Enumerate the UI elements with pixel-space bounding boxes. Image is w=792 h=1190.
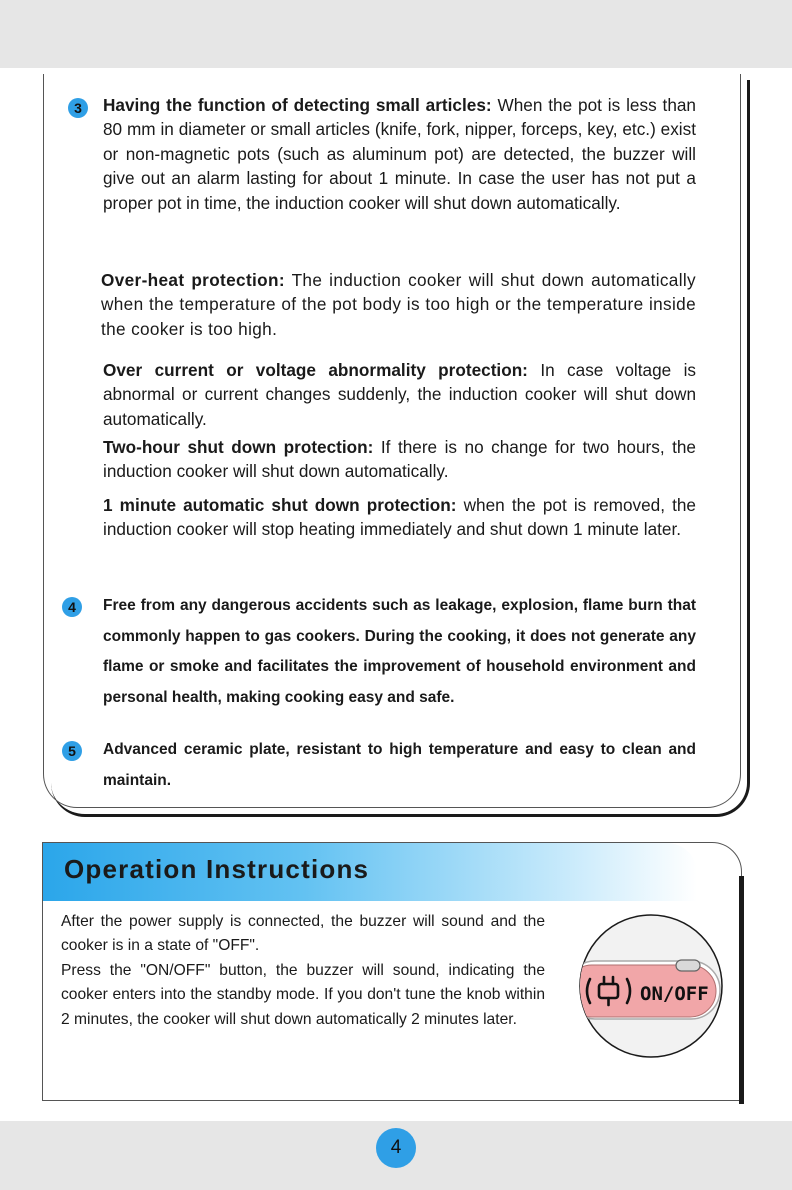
feature-two-hour-text: If there is no change for two hours, the induction cooker will shut down automatically. xyxy=(103,437,696,482)
page-number: 4 xyxy=(376,1128,416,1168)
feature-one-minute-text: when the pot is removed, the induction cooker will stop heating immediately and shut down 1 minute later. xyxy=(103,495,696,540)
feature-one-minute-title: 1 minute automatic shut down protection: xyxy=(103,495,457,515)
top-band xyxy=(0,0,792,68)
feature-overheat-title: Over-heat protection: xyxy=(101,270,285,290)
feature-small-articles-title: Having the function of detecting small articles: xyxy=(103,95,492,115)
feature-overcurrent xyxy=(103,358,696,431)
on-off-label: ON/OFF xyxy=(640,983,709,1005)
item-number-4: 4 xyxy=(62,597,82,617)
feature-small-articles xyxy=(103,93,696,215)
feature-two-hour-title: Two-hour shut down protection: xyxy=(103,437,374,457)
feature-overheat xyxy=(101,268,696,341)
indicator-light xyxy=(676,960,700,971)
operation-title: Operation Instructions xyxy=(64,854,370,884)
feature-overcurrent-text: In case voltage is abnormal or current changes suddenly, the induction cooker will shut down automatically. xyxy=(103,360,696,429)
on-off-button-illustration xyxy=(576,911,726,1061)
feature-safety: Free from any dangerous accidents such as leakage, explosion, flame burn that commonly happen to gas cookers. During the cooking, it does not generate any flame or smoke and facilitates the improvement of household environment and personal health, making cooking easy and safe. xyxy=(103,597,696,706)
item-number-5: 5 xyxy=(62,741,82,761)
operation-paragraph-2: Press the "ON/OFF" button, the buzzer will sound, indicating the cooker enters into the standby mode. If you don't tune the knob within 2 minutes, the cooker will shut down automatically 2 minutes later. xyxy=(61,961,545,1028)
operation-frame-shadow xyxy=(739,876,744,1104)
operation-paragraph-1: After the power supply is connected, the buzzer will sound and the cooker is in a state of "OFF". xyxy=(61,913,545,955)
feature-overheat-text: The induction cooker will shut down automatically when the temperature of the pot body is too high or the temperature inside the cooker is too high. xyxy=(101,270,696,339)
feature-one-minute xyxy=(103,493,696,542)
operation-body xyxy=(61,910,545,1032)
feature-two-hour xyxy=(103,435,696,484)
item-number-3: 3 xyxy=(68,98,88,118)
feature-ceramic: Advanced ceramic plate, resistant to high temperature and easy to clean and maintain. xyxy=(103,741,696,789)
feature-overcurrent-title: Over current or voltage abnormality protection: xyxy=(103,360,528,380)
feature-small-articles-text: When the pot is less than 80 mm in diameter or small articles (knife, fork, nipper, forceps, key, etc.) exist or non-magnetic pots (such as aluminum pot) are detected, the buzzer will give out an alarm lasting for about 1 minute. In case the user has not put a proper pot in time, the induction cooker will shut down automatically. xyxy=(103,95,696,213)
